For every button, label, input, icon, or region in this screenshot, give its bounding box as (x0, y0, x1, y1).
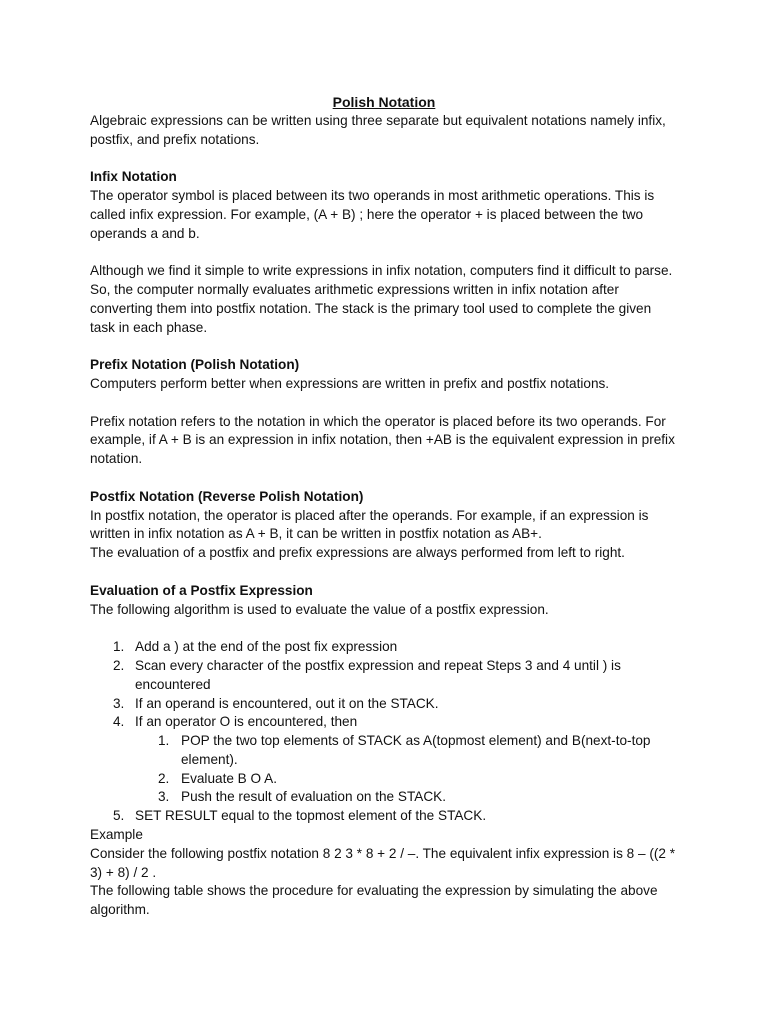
prefix-heading: Prefix Notation (Polish Notation) (90, 357, 300, 373)
list-number: 2. (113, 657, 125, 673)
list-number: 1. (113, 639, 125, 655)
evaluation-intro: The following algorithm is used to evaluate the value of a postfix expression. (90, 601, 549, 617)
list-text: SET RESULT equal to the topmost element of the STACK. (135, 808, 487, 824)
postfix-paragraph-1: In postfix notation, the operator is placed after the operands. For example, if an expression is written in infix notation as A + B, it can be written in postfix notation as AB+. (90, 507, 649, 542)
list-number: 3. (113, 695, 125, 711)
sub-list-item (90, 788, 678, 807)
prefix-paragraph-2: Prefix notation refers to the notation in which the operator is placed before its two operands. For example, if A + B is an expression in infix notation, then +AB is the equivalent expression in prefix notation. (90, 413, 675, 467)
sub-list-item (90, 770, 678, 789)
sub-list-text: Evaluate B O A. (181, 770, 277, 786)
sub-list-number: 3. (158, 789, 170, 805)
prefix-paragraph-1: Computers perform better when expressions are written in prefix and postfix notations. (90, 375, 610, 391)
list-number: 4. (113, 714, 125, 730)
table-intro-paragraph: The following table shows the procedure for evaluating the expression by simulating the above algorithm. (90, 883, 658, 918)
list-text: Scan every character of the postfix expression and repeat Steps 3 and 4 until ) is encountered (135, 657, 621, 692)
sub-list-text: POP the two top elements of STACK as A(topmost element) and B(next-to-top element). (181, 733, 651, 767)
algorithm-list (90, 638, 678, 826)
example-paragraph: Consider the following postfix notation 8 2 3 * 8 + 2 / –. The equivalent infix expression is 8 – ((2 * 3) + 8) / 2 . (90, 845, 675, 880)
sub-list-number: 2. (158, 770, 170, 786)
example-label: Example (90, 827, 143, 843)
list-number: 5. (113, 808, 125, 824)
sub-list-number: 1. (158, 733, 170, 749)
list-item (90, 695, 678, 714)
list-item (90, 807, 678, 826)
infix-heading: Infix Notation (90, 169, 177, 185)
sub-list-text: Push the result of evaluation on the STACK. (181, 789, 446, 805)
postfix-heading: Postfix Notation (Reverse Polish Notation) (90, 488, 364, 504)
page-title: Polish Notation (332, 94, 436, 110)
list-item (90, 638, 678, 657)
list-text: If an operand is encountered, out it on the STACK. (135, 695, 439, 711)
list-text: If an operator O is encountered, then (135, 714, 358, 730)
infix-paragraph-1: The operator symbol is placed between its two operands in most arithmetic operations. This is called infix expression. For example, (A + B) ; here the operator + is placed between the two operands a and b. (90, 187, 655, 241)
list-item (90, 657, 678, 695)
postfix-paragraph-2: The evaluation of a postfix and prefix expressions are always performed from left to right. (90, 545, 625, 561)
intro-paragraph: Algebraic expressions can be written using three separate but equivalent notations namely infix, postfix, and prefix notations. (90, 112, 666, 147)
list-item (90, 713, 678, 732)
evaluation-heading: Evaluation of a Postfix Expression (90, 582, 313, 598)
infix-paragraph-2: Although we find it simple to write expressions in infix notation, computers find it difficult to parse. So, the computer normally evaluates arithmetic expressions written in infix notation after converting them into postfix notation. The stack is the primary tool used to complete the given task in each phase. (90, 263, 673, 335)
sub-list-item (90, 732, 678, 770)
list-text: Add a ) at the end of the post fix expression (135, 639, 398, 655)
